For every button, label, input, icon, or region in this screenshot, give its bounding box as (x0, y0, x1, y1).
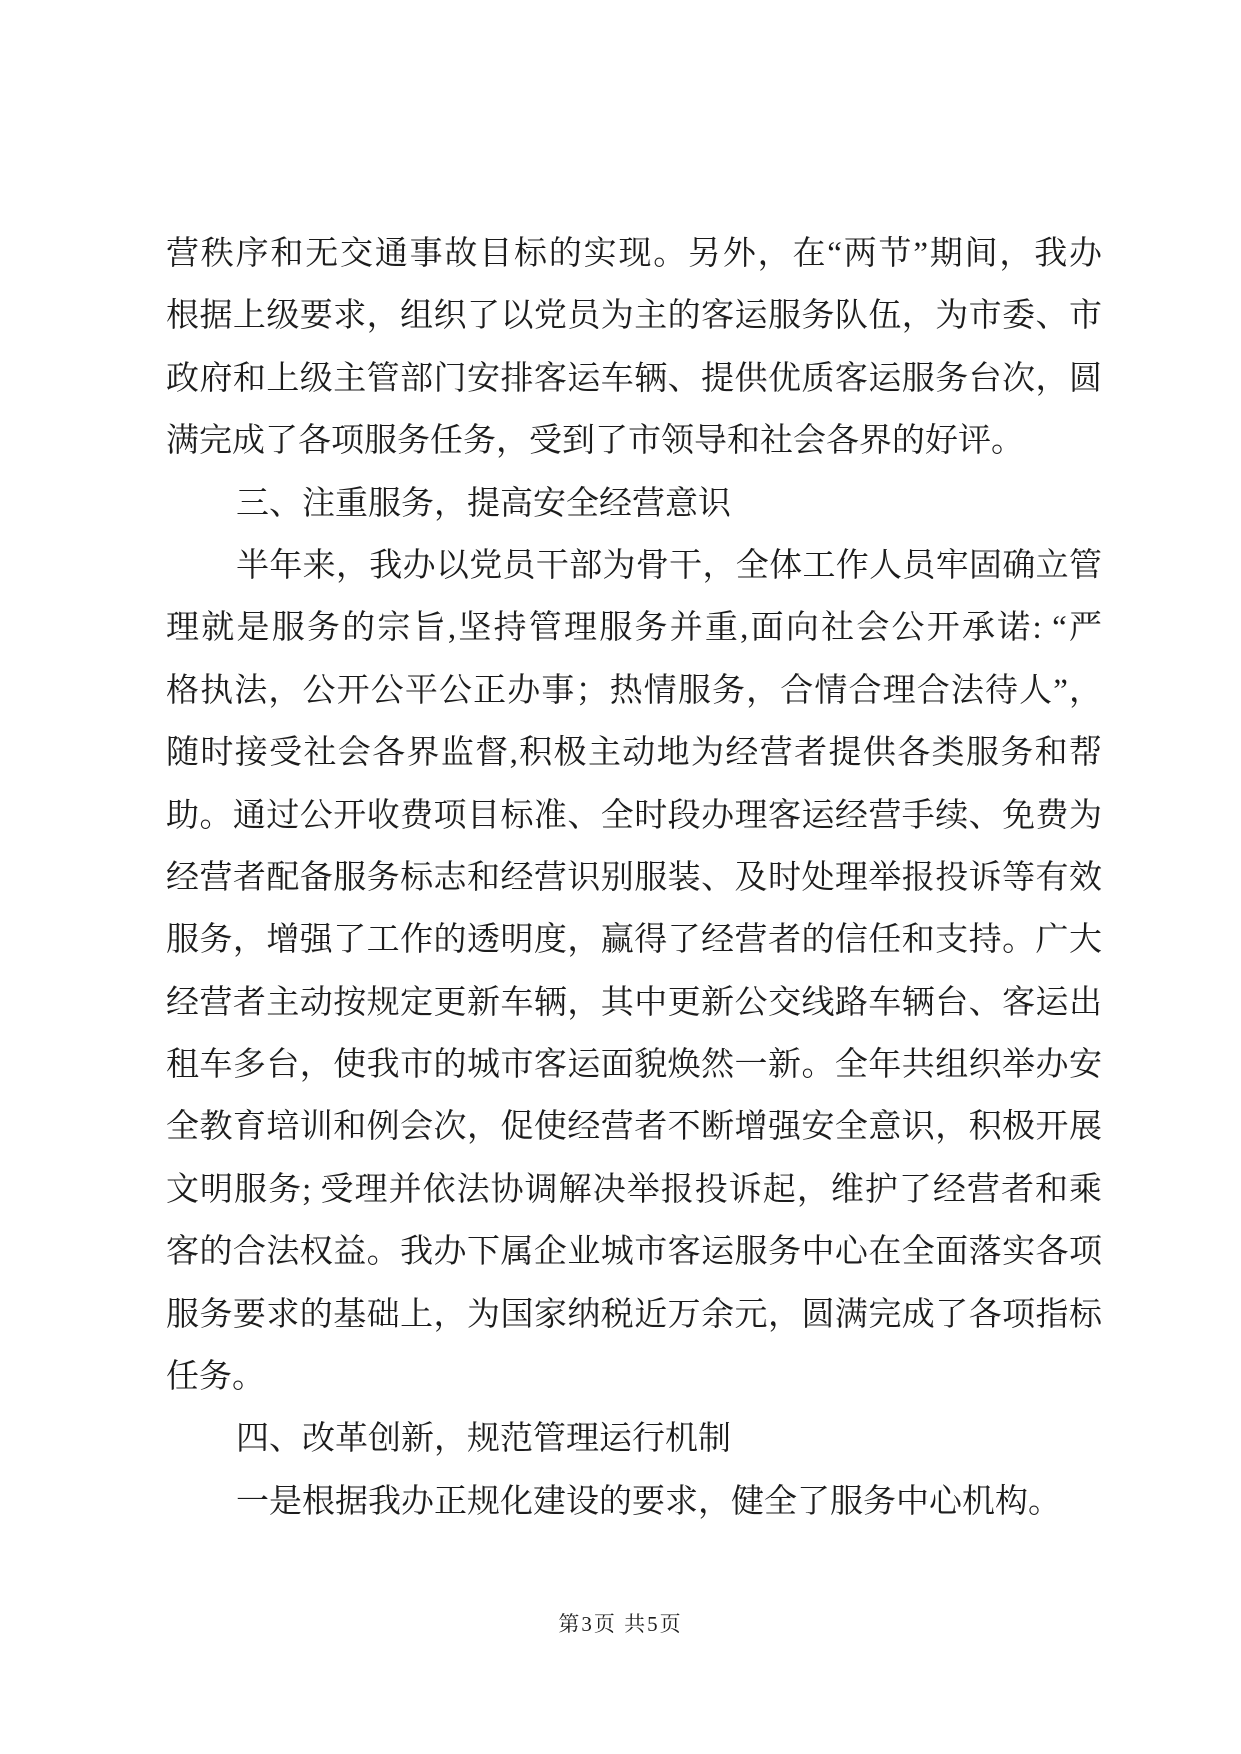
paragraph-line: 租车多台，使我市的城市客运面貌焕然一新。全年共组织举办安 (166, 1047, 1102, 1084)
document-body (166, 223, 1102, 1533)
paragraph-line: 服务要求的基础上，为国家纳税近万余元，圆满完成了各项指标 (166, 1296, 1102, 1333)
paragraph-line: 经营者主动按规定更新车辆，其中更新公交线路车辆台、客运出 (166, 984, 1102, 1021)
section-heading-3: 三、注重服务，提高安全经营意识 (236, 485, 731, 522)
paragraph-line: 文明服务; 受理并依法协调解决举报投诉起，维护了经营者和乘 (166, 1171, 1102, 1208)
paragraph-line: 全教育培训和例会次，促使经营者不断增强安全意识，积极开展 (166, 1109, 1102, 1146)
paragraph-line: 助。通过公开收费项目标准、全时段办理客运经营手续、免费为 (166, 797, 1102, 834)
paragraph-line: 服务，增强了工作的透明度，赢得了经营者的信任和支持。广大 (166, 922, 1102, 959)
section-heading-4: 四、改革创新，规范管理运行机制 (236, 1421, 731, 1458)
paragraph-line: 经营者配备服务标志和经营识别服装、及时处理举报投诉等有效 (166, 859, 1102, 896)
paragraph-line: 随时接受社会各界监督,积极主动地为经营者提供各类服务和帮 (166, 735, 1102, 772)
paragraph-line: 客的合法权益。我办下属企业城市客运服务中心在全面落实各项 (166, 1234, 1102, 1271)
paragraph-line: 营秩序和无交通事故目标的实现。另外，在“两节”期间，我办 (166, 236, 1102, 272)
paragraph-line: 任务。 (166, 1359, 265, 1396)
paragraph-line: 理就是服务的宗旨,坚持管理服务并重,面向社会公开承诺: “严 (166, 610, 1102, 647)
paragraph-line: 一是根据我办正规化建设的要求，健全了服务中心机构。 (236, 1483, 1061, 1520)
paragraph-line: 格执法，公开公平公正办事；热情服务，合情合理合法待人”， (166, 672, 1102, 709)
paragraph-line: 政府和上级主管部门安排客运车辆、提供优质客运服务台次，圆 (166, 360, 1102, 397)
paragraph-line: 半年来，我办以党员干部为骨干，全体工作人员牢固确立管 (236, 547, 1102, 584)
page-footer (0, 1608, 1241, 1638)
paragraph-line: 满完成了各项服务任务，受到了市领导和社会各界的好评。 (166, 423, 1024, 460)
paragraph-line: 根据上级要求，组织了以党员为主的客运服务队伍，为市委、市 (166, 298, 1102, 335)
page-number-label: 第3页 共5页 (558, 1612, 683, 1636)
